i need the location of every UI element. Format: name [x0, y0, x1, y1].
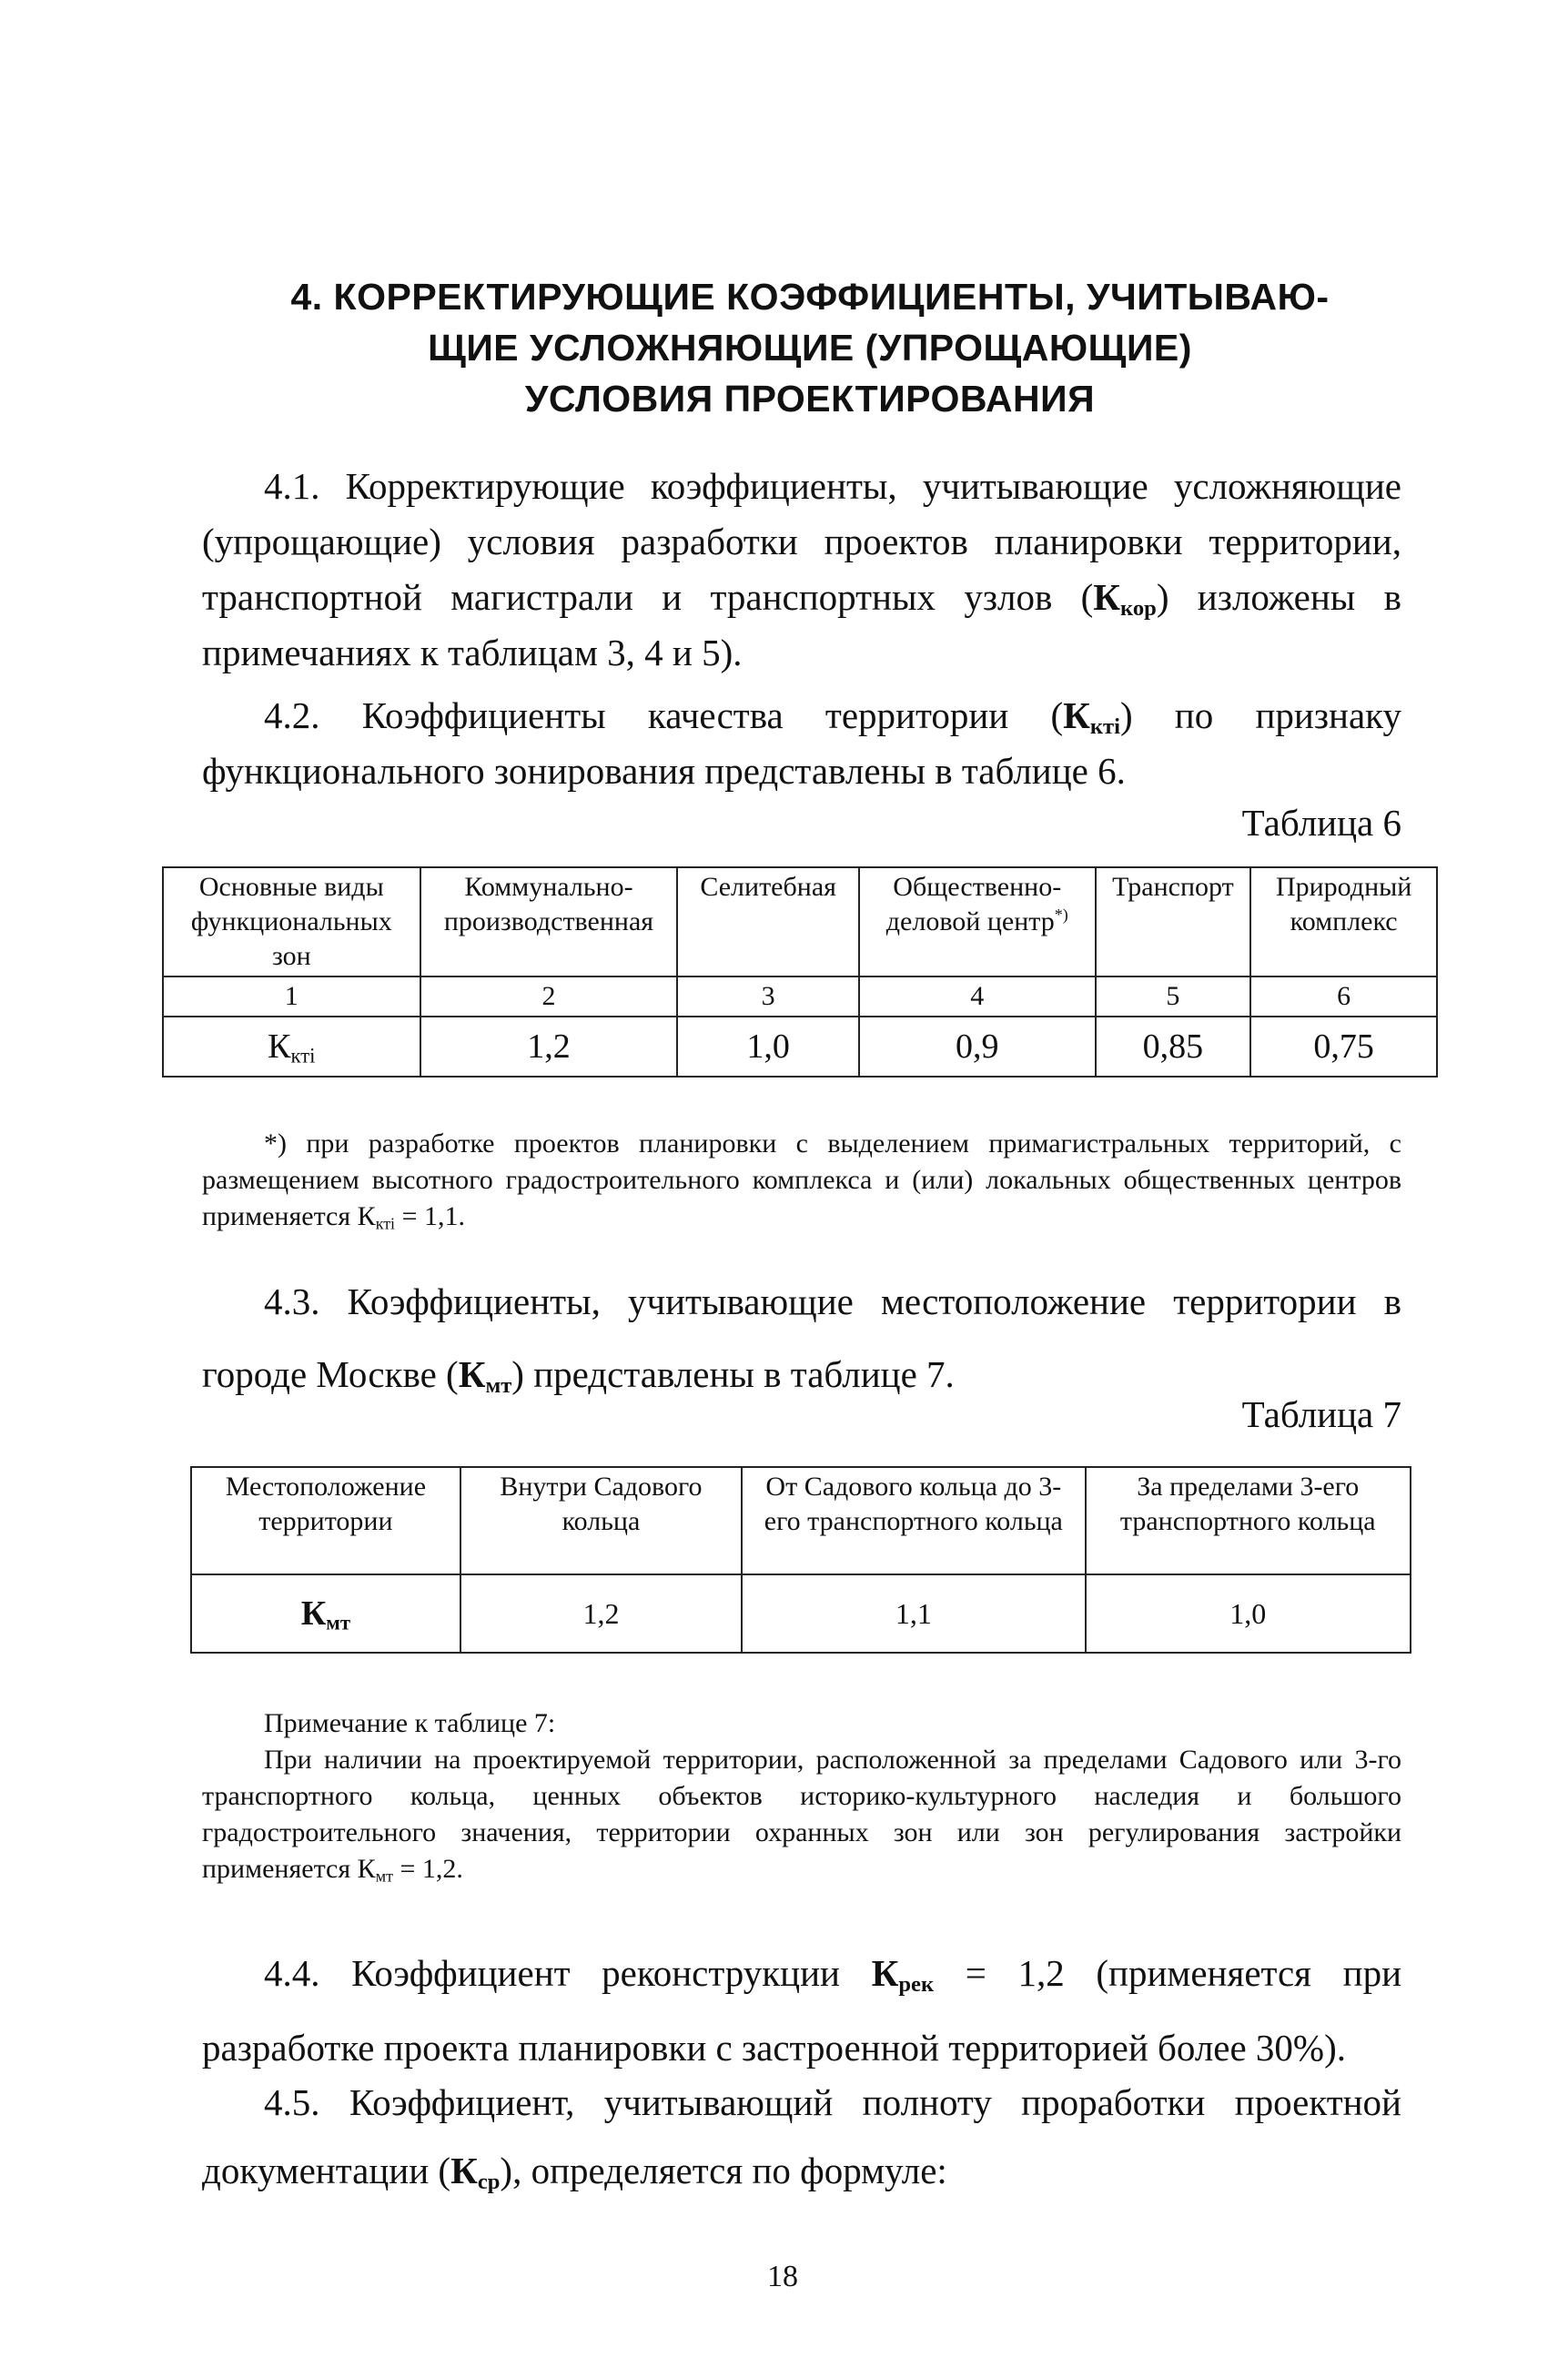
- table-7-value-row: [191, 1574, 1411, 1653]
- coef-symbol: $К_{ктi}$: [1063, 694, 1120, 740]
- heading-line-2: ЩИЕ УСЛОЖНЯЮЩИЕ (УПРОЩАЮЩИЕ): [428, 327, 1192, 369]
- table-7-note-title: Примечание к таблице 7:: [264, 1708, 556, 1738]
- heading-line-1: 4. КОРРЕКТИРУЮЩИЕ КОЭФФИЦИЕНТЫ, УЧИТЫВАЮ-: [290, 276, 1330, 318]
- table-6-cell: 4: [859, 976, 1096, 1017]
- table-6: [162, 866, 1438, 1078]
- table-6-header: Коммунально-производственная: [420, 867, 678, 976]
- table-7-header: За пределами 3-его транспортного кольца: [1086, 1467, 1411, 1574]
- table-7-row-label: $К_{мт}$: [191, 1574, 460, 1653]
- table-6-cell: 3: [677, 976, 859, 1017]
- table-6-header: Транспорт: [1096, 867, 1251, 976]
- table-6-cell: 1,0: [677, 1017, 859, 1077]
- coef-symbol: $К_{мт}$: [458, 1353, 512, 1399]
- table-7-header-row: [191, 1467, 1411, 1574]
- table-6-header: Селитебная: [677, 867, 859, 976]
- footnote-mark: *): [1054, 906, 1068, 924]
- table-7-cell: 1,0: [1086, 1574, 1411, 1653]
- paragraph-4-3: 4.3. Коэффициенты, учитывающие местоположение территории в городе Москве $(К_{мт})$ представлены в таблице 7.: [202, 1280, 1401, 1399]
- paragraph-4-1: 4.1. Корректирующие коэффициенты, учитывающие усложняющие (упрощающие) условия разработки проектов планировки территории, транспортной магистрали и транспортных узлов $(К_{кор})$ изложены в примечаниях к таблицам 3, 4 и 5).: [202, 465, 1402, 673]
- heading-line-3: УСЛОВИЯ ПРОЕКТИРОВАНИЯ: [524, 378, 1096, 420]
- page-number: 18: [767, 2260, 798, 2293]
- table-6-cell: 6: [1250, 976, 1437, 1017]
- table-7-note-body: При наличии на проектируемой территории, расположенной за пределами Садового или 3-го транспортного кольца, ценных объектов историко-культурного наследия и большого градостроительного значения, территории охранных зон или зон регулирования застройки применяется $К_{мт} = 1,2$.: [202, 1745, 1401, 1886]
- table-6-cell: 2: [420, 976, 678, 1017]
- table-6-header-row: [163, 867, 1437, 976]
- paragraph-4-5: 4.5. Коэффициент, учитывающий полноту проработки проектной документации $(К_{ср})$, определяется по формуле:: [202, 2081, 1401, 2195]
- table-6-header: Общественно-деловой центр*): [859, 867, 1096, 976]
- table-6-cell: 0,9: [859, 1017, 1096, 1077]
- coef-symbol: $К_{кор}$: [1093, 576, 1157, 622]
- table-6-header: Основные виды функциональных зон: [163, 867, 420, 976]
- table-6-cell: 1,2: [420, 1017, 678, 1077]
- table-6-header: Природный комплекс: [1250, 867, 1437, 976]
- table-6-row-label: $К_{ктi}$: [163, 1017, 420, 1077]
- table-7-cell: 1,2: [460, 1574, 742, 1653]
- table-6-cell: 5: [1096, 976, 1251, 1017]
- table-7-caption: Таблица 7: [1241, 1393, 1401, 1435]
- table-7-header: Местоположение территории: [191, 1467, 460, 1574]
- table-7-header: Внутри Садового кольца: [460, 1467, 742, 1574]
- section-heading: [209, 271, 1411, 424]
- paragraph-4-4: 4.4. Коэффициент реконструкции $К_{рек} = 1,2$ (применяется при разработке проекта планировки с застроенной территорией более 30%).: [202, 1952, 1402, 2069]
- table-7-cell: 1,1: [742, 1574, 1085, 1653]
- table-7-header: От Садового кольца до 3-его транспортного кольца: [742, 1467, 1085, 1574]
- table-6-cell: 0,75: [1250, 1017, 1437, 1077]
- table-6-cell: 0,85: [1096, 1017, 1251, 1077]
- coef-symbol: $К_{рек}$: [871, 1952, 935, 1998]
- table-6-value-row: [163, 1017, 1437, 1077]
- table-7: [190, 1466, 1411, 1654]
- paragraph-4-2: 4.2. Коэффициенты качества территории $(К_{ктi})$ по признаку функционального зонирования представлены в таблице 6.: [202, 694, 1402, 792]
- table-6-caption: Таблица 6: [1241, 802, 1401, 844]
- table-6-footnote: *) при разработке проектов планировки с выделением примагистральных территорий, с размещением высотного градостроительного комплекса и (или) локальных общественных центров применяется $К_{ктi} = 1,1$.: [202, 1128, 1401, 1233]
- table-6-number-row: [163, 976, 1437, 1017]
- coef-symbol: $К_{ср}$: [450, 2150, 501, 2195]
- table-6-cell: 1: [163, 976, 420, 1017]
